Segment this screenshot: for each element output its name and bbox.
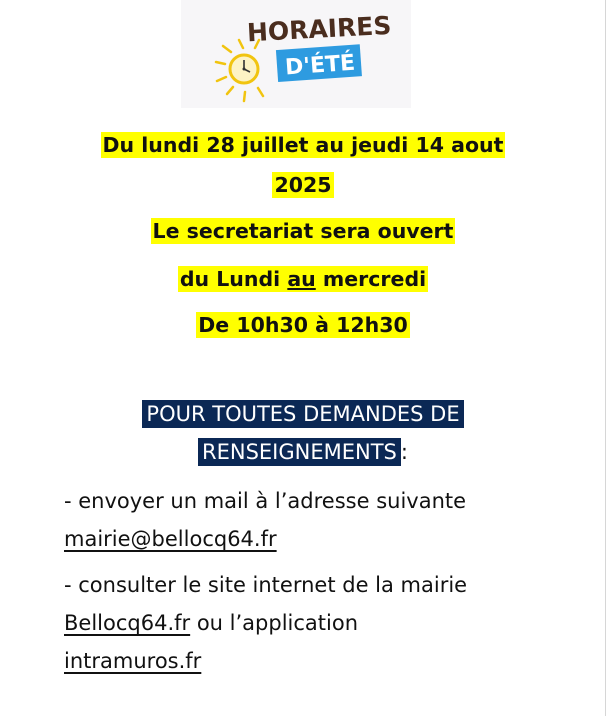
year-text: 2025 — [274, 173, 332, 197]
info-banner-line-2 — [0, 436, 606, 468]
app-line — [64, 641, 584, 681]
info-banner-line-1 — [0, 398, 606, 430]
site-intro: - consulter le site internet de la mairie — [64, 573, 468, 597]
logo-text-graphic — [181, 0, 411, 108]
mail-intro: - envoyer un mail à l’adresse suivante — [64, 489, 467, 513]
days-au: au — [287, 267, 316, 291]
info-banner-text-2: RENSEIGNEMENTS — [198, 438, 401, 466]
site-link[interactable]: Bellocq64.fr — [64, 611, 191, 635]
svg-text:HORAIRES: HORAIRES — [246, 10, 393, 48]
dates-line-1 — [0, 132, 606, 159]
summer-hours-logo — [181, 0, 411, 108]
colon: : — [400, 440, 408, 464]
days-prefix: du Lundi — [179, 267, 288, 291]
info-banner-text-1: POUR TOUTES DEMANDES DE — [142, 400, 463, 428]
days-suffix: mercredi — [315, 267, 427, 291]
app-text: ou l’application — [190, 611, 359, 635]
hours-line — [0, 312, 606, 339]
mail-link[interactable]: mairie@bellocq64.fr — [64, 527, 277, 551]
dates-text: Du lundi 28 juillet au jeudi 14 aout — [102, 133, 504, 157]
mail-line — [64, 519, 584, 559]
app-link[interactable]: intramuros.fr — [64, 649, 202, 673]
site-line — [64, 603, 584, 643]
hours-text: De 10h30 à 12h30 — [198, 313, 408, 337]
svg-text:D'ÉTÉ: D'ÉTÉ — [284, 50, 356, 81]
dates-line-2 — [0, 172, 606, 199]
opening-line — [0, 218, 606, 245]
days-text — [178, 266, 428, 292]
opening-text: Le secretariat sera ouvert — [152, 219, 454, 243]
days-line — [0, 266, 606, 293]
